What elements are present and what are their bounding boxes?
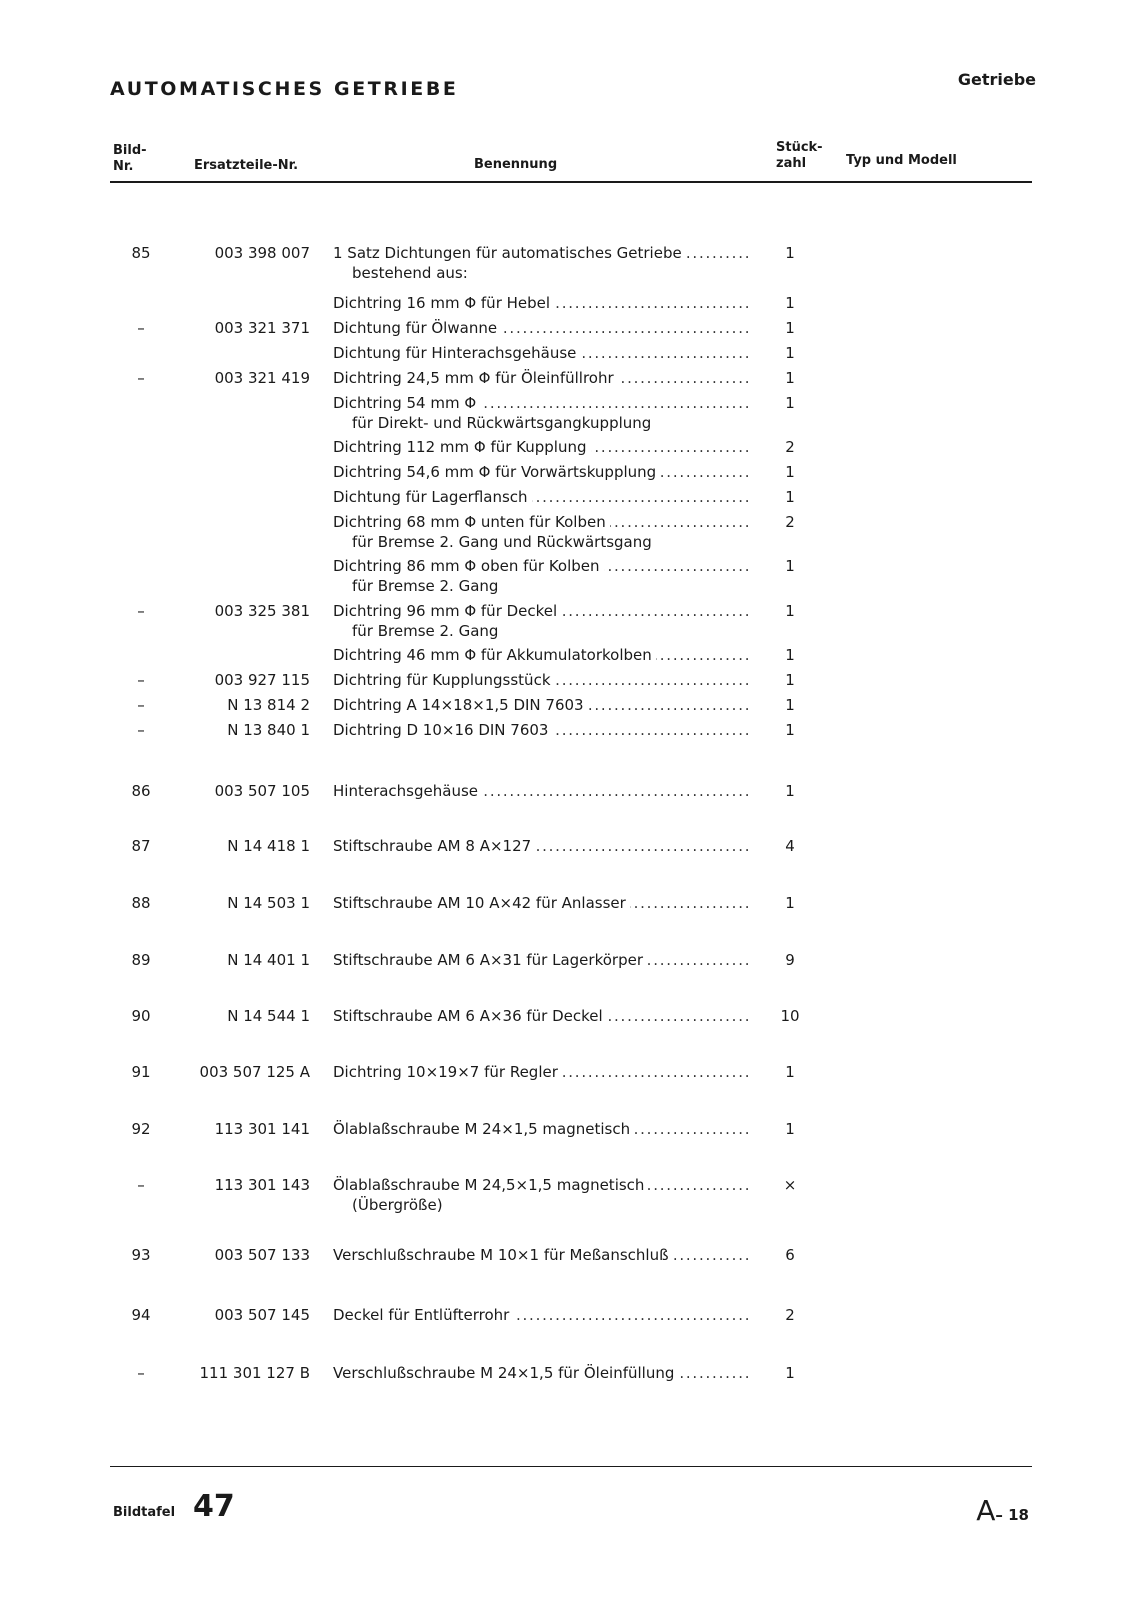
description-cell [333,393,748,413]
description-text: Dichtring 68 mm Φ unten für Kolben [333,513,610,531]
description-text: Dichtung für Hinterachsgehäuse [333,344,580,362]
bild-nr-cell: 94 [131,1306,151,1324]
bild-nr-cell: 87 [131,837,151,855]
description-cell [333,1119,748,1139]
page-code [976,1494,1029,1527]
part-number-cell: 111 301 127 B [199,1364,310,1382]
quantity-cell: 1 [785,394,795,412]
description-text: Dichtring A 14×18×1,5 DIN 7603 [333,696,588,714]
quantity-cell: 1 [785,488,795,506]
description-cell [333,645,748,665]
description-text: Dichtung für Ölwanne [333,319,501,337]
description-text: Dichtring 24,5 mm Φ für Öleinfüllrohr [333,369,618,387]
description-cell [333,1305,748,1325]
quantity-cell: 9 [785,951,795,969]
quantity-cell: 1 [785,782,795,800]
bild-nr-cell: – [137,721,145,739]
description-text: Ölablaßschraube M 24×1,5 magnetisch [333,1120,634,1138]
bild-nr-cell: 85 [131,244,151,262]
part-number-cell: 113 301 141 [214,1120,310,1138]
description-cell [333,512,748,532]
footer-label: Bildtafel [113,1505,176,1520]
description-text: Dichtring 10×19×7 für Regler [333,1063,562,1081]
description-cell [333,1363,748,1383]
part-number-cell: N 14 503 1 [227,894,310,912]
quantity-cell: 1 [785,244,795,262]
description-cell [333,293,748,313]
description-text: Stiftschraube AM 8 A×127 [333,837,535,855]
description-text: Dichtring 96 mm Φ für Deckel [333,602,561,620]
bild-nr-cell: – [137,319,145,337]
description-text: Stiftschraube AM 10 A×42 für Anlasser [333,894,630,912]
quantity-cell: 1 [785,721,795,739]
description-cell [333,437,748,457]
description-cell [333,720,748,740]
quantity-cell: 1 [785,602,795,620]
bild-nr-cell: – [137,1364,145,1382]
description-cell [333,601,748,621]
description-text: Dichtring 46 mm Φ für Akkumulatorkolben [333,646,656,664]
quantity-cell: 2 [785,438,795,456]
part-number-cell: N 13 814 2 [227,696,310,714]
description-cell [333,950,748,970]
part-number-cell: N 14 401 1 [227,951,310,969]
quantity-cell: 1 [785,646,795,664]
description-cell [333,243,748,263]
description-text: Dichtring 54,6 mm Φ für Vorwärtskupplung [333,463,660,481]
quantity-cell: 1 [785,696,795,714]
quantity-cell: 1 [785,344,795,362]
column-header-stueckzahl-line1: Stück- [776,140,823,155]
quantity-cell: × [783,1176,797,1194]
description-continuation: für Bremse 2. Gang und Rückwärtsgang [352,533,652,551]
description-text: 1 Satz Dichtungen für automatisches Getriebe [333,244,686,262]
part-number-cell: 003 321 371 [214,319,310,337]
description-text: Dichtring D 10×16 DIN 7603 [333,721,552,739]
page-title: AUTOMATISCHES GETRIEBE [110,78,459,100]
section-label: Getriebe [957,70,1036,89]
description-cell [333,670,748,690]
description-text: Dichtring 112 mm Φ für Kupplung [333,438,591,456]
page-letter: A [976,1494,996,1527]
bild-nr-cell: 92 [131,1120,151,1138]
quantity-cell: 1 [785,1120,795,1138]
description-continuation: für Bremse 2. Gang [352,622,499,640]
bild-nr-cell: 89 [131,951,151,969]
column-header-bild-line2: Nr. [113,159,134,174]
description-cell [333,1006,748,1026]
quantity-cell: 1 [785,557,795,575]
description-text: Dichtung für Lagerflansch [333,488,532,506]
bild-nr-cell: 90 [131,1007,151,1025]
quantity-cell: 10 [780,1007,800,1025]
part-number-cell: 003 398 007 [214,244,310,262]
part-number-cell: N 13 840 1 [227,721,310,739]
quantity-cell: 1 [785,463,795,481]
description-text: Stiftschraube AM 6 A×31 für Lagerkörper [333,951,647,969]
part-number-cell: 003 507 133 [214,1246,310,1264]
quantity-cell: 1 [785,294,795,312]
page-suffix: – 18 [995,1506,1029,1524]
part-number-cell: 003 507 125 A [199,1063,310,1081]
description-text: Stiftschraube AM 6 A×36 für Deckel [333,1007,607,1025]
description-continuation: für Bremse 2. Gang [352,577,499,595]
bild-nr-cell: – [137,602,145,620]
part-number-cell: 003 321 419 [214,369,310,387]
part-number-cell: 003 927 115 [214,671,310,689]
quantity-cell: 1 [785,319,795,337]
column-header-benennung: Benennung [474,157,558,172]
quantity-cell: 2 [785,513,795,531]
column-header-ersatzteile: Ersatzteile-Nr. [194,158,299,173]
description-text: Deckel für Entlüfterrohr [333,1306,513,1324]
description-continuation: bestehend aus: [352,264,468,282]
description-cell [333,836,748,856]
description-cell [333,893,748,913]
description-text: Dichtring für Kupplungsstück [333,671,555,689]
description-cell [333,1062,748,1082]
plate-number: 47 [193,1489,235,1524]
bild-nr-cell: 86 [131,782,151,800]
bild-nr-cell: 91 [131,1063,151,1081]
quantity-cell: 2 [785,1306,795,1324]
column-header-bild-line1: Bild- [113,143,147,158]
part-number-cell: 003 325 381 [214,602,310,620]
description-cell [333,556,748,576]
description-cell [333,695,748,715]
column-header-typ-modell: Typ und Modell [846,153,957,168]
description-text: Verschlußschraube M 24×1,5 für Öleinfüllung [333,1364,678,1382]
description-cell [333,368,748,388]
part-number-cell: 003 507 145 [214,1306,310,1324]
quantity-cell: 1 [785,1063,795,1081]
description-text: Dichtring 86 mm Φ oben für Kolben [333,557,604,575]
description-text: Dichtring 16 mm Φ für Hebel [333,294,554,312]
quantity-cell: 1 [785,369,795,387]
description-cell [333,1175,748,1195]
quantity-cell: 1 [785,671,795,689]
description-cell [333,1245,748,1265]
quantity-cell: 6 [785,1246,795,1264]
bild-nr-cell: 88 [131,894,151,912]
description-cell [333,462,748,482]
bild-nr-cell: – [137,369,145,387]
description-text: Verschlußschraube M 10×1 für Meßanschluß [333,1246,673,1264]
footer-rule [110,1466,1032,1467]
part-number-cell: N 14 418 1 [227,837,310,855]
description-cell [333,318,748,338]
bild-nr-cell: 93 [131,1246,151,1264]
bild-nr-cell: – [137,1176,145,1194]
description-cell [333,487,748,507]
bild-nr-cell: – [137,696,145,714]
description-text: Dichtring 54 mm Φ [333,394,480,412]
description-cell [333,343,748,363]
part-number-cell: 113 301 143 [214,1176,310,1194]
description-text: Ölablaßschraube M 24,5×1,5 magnetisch [333,1176,648,1194]
description-continuation: (Übergröße) [352,1196,443,1214]
description-cell [333,781,748,801]
description-continuation: für Direkt- und Rückwärtsgangkupplung [352,414,652,432]
part-number-cell: 003 507 105 [214,782,310,800]
quantity-cell: 1 [785,1364,795,1382]
column-header-stueckzahl-line2: zahl [776,156,807,171]
description-text: Hinterachsgehäuse [333,782,482,800]
quantity-cell: 4 [785,837,795,855]
quantity-cell: 1 [785,894,795,912]
part-number-cell: N 14 544 1 [227,1007,310,1025]
bild-nr-cell: – [137,671,145,689]
